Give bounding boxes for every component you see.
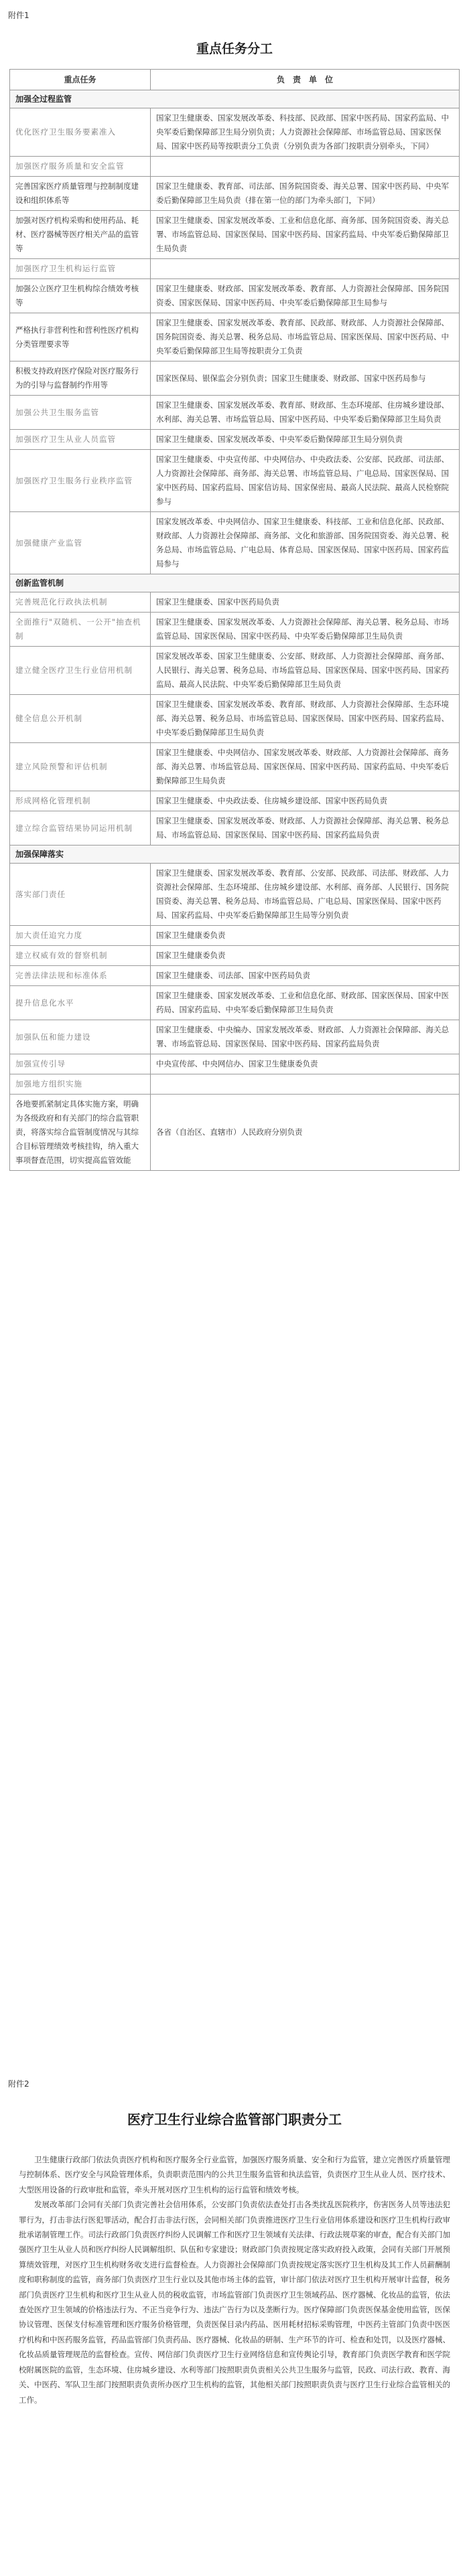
responsible-units-cell: 国家卫生健康委、国家发展改革委、教育部、民政部、财政部、人力资源社会保障部、国务院国资委、海关总署、税务总局、市场监管总局、国家医保局、国家中医药局、中央军委后勤保障部卫生局等按职责分工负责 <box>151 313 460 361</box>
responsible-units-cell: 国家卫生健康委、国家发展改革委、科技部、民政部、国家中医药局、国家药监局、中央军委后勤保障部卫生局分别负责；人力资源社会保障部、市场监管总局、国家医保局、国家中医药局等按职责分工负责（分别负责为各部门按职责分别牵头，下同） <box>151 108 460 157</box>
table-row <box>10 1054 460 1074</box>
task-cell: 完善法律法规和标准体系 <box>10 966 151 986</box>
responsible-units-cell: 中央宣传部、中央网信办、国家卫生健康委负责 <box>151 1054 460 1074</box>
task-cell: 加大责任追究力度 <box>10 926 151 946</box>
table-row <box>10 613 460 647</box>
task-cell: 建立健全医疗卫生行业信用机制 <box>10 647 151 695</box>
table-row <box>10 791 460 811</box>
table-row <box>10 592 460 613</box>
table-row <box>10 986 460 1020</box>
responsible-units-cell: 国家卫生健康委、国家发展改革委、人力资源社会保障部、海关总署、税务总局、市场监管总局、国家医保局、国家中医药局、中央军委后勤保障部卫生局负责 <box>151 613 460 647</box>
responsible-units-cell: 国家卫生健康委负责 <box>151 946 460 966</box>
task-cell: 加强对医疗机构采购和使用药品、耗材、医疗器械等医疗相关产品的监管等 <box>10 211 151 259</box>
section-row <box>10 90 460 108</box>
table-row <box>10 313 460 361</box>
table-row <box>10 1095 460 1171</box>
attachment-1-label: 附件1 <box>8 11 29 20</box>
task-cell: 完善国家医疗质量管理与控制制度建设和组织体系等 <box>10 177 151 211</box>
table-header-row <box>10 70 460 90</box>
responsible-units-cell: 国家医保局、银保监会分别负责；国家卫生健康委、财政部、国家中医药局参与 <box>151 361 460 396</box>
task-cell: 建立权威有效的督察机制 <box>10 946 151 966</box>
section-row <box>10 846 460 864</box>
table-row <box>10 1074 460 1095</box>
responsible-units-cell: 国家卫生健康委、国家发展改革委、教育部、公安部、民政部、司法部、财政部、人力资源社会保障部、生态环境部、住房城乡建设部、水利部、商务部、人民银行、国务院国资委、海关总署、税务总局、市场监管总局、广电总局、国家医保局、国家中医药局、国家药监局、中央军委后勤保障部卫生局等分别负责 <box>151 864 460 926</box>
task-cell: 建立综合监管结果协同运用机制 <box>10 811 151 846</box>
task-cell: 加强宣传引导 <box>10 1054 151 1074</box>
responsible-units-cell: 国家卫生健康委、财政部、国家发展改革委、教育部、人力资源社会保障部、国务院国资委、国家医保局、国家中医药局、中央军委后勤保障部卫生局参与 <box>151 279 460 313</box>
task-cell: 健全信息公开机制 <box>10 695 151 743</box>
table-row <box>10 926 460 946</box>
attachment-1-title: 重点任务分工 <box>196 42 273 56</box>
table-row <box>10 1020 460 1054</box>
responsible-units-cell: 各省（自治区、直辖市）人民政府分别负责 <box>151 1095 460 1171</box>
table-row <box>10 396 460 430</box>
table-row <box>10 450 460 512</box>
task-cell: 提升信息化水平 <box>10 986 151 1020</box>
responsible-units-cell: 国家卫生健康委、国家发展改革委、财政部、人力资源社会保障部、海关总署、税务总局、市场监管总局、国家医保局、国家中医药局、国家药监局负责 <box>151 811 460 846</box>
responsible-units-cell: 国家卫生健康委、中央编办、国家发展改革委、财政部、人力资源社会保障部、海关总署、市场监管总局、国家医保局、国家中医药局、国家药监局负责 <box>151 1020 460 1054</box>
task-cell: 加强健康产业监管 <box>10 512 151 574</box>
responsible-units-cell <box>151 259 460 279</box>
section-title: 创新监管机制 <box>10 574 460 592</box>
task-cell: 加强医疗卫生机构运行监管 <box>10 259 151 279</box>
task-cell: 优化医疗卫生服务要素准入 <box>10 108 151 157</box>
responsible-units-cell: 国家卫生健康委、中央政法委、住房城乡建设部、国家中医药局负责 <box>151 791 460 811</box>
section-title: 加强全过程监管 <box>10 90 460 108</box>
responsible-units-cell: 国家卫生健康委、国家发展改革委、工业和信息化部、财政部、国家医保局、国家中医药局、国家药监局、中央军委后勤保障部卫生局负责 <box>151 986 460 1020</box>
table-row <box>10 108 460 157</box>
table-row <box>10 211 460 259</box>
task-cell: 加强公立医疗卫生机构综合绩效考核等 <box>10 279 151 313</box>
task-cell: 加强地方组织实施 <box>10 1074 151 1095</box>
responsible-units-cell: 国家卫生健康委、中央网信办、国家发展改革委、财政部、人力资源社会保障部、商务部、海关总署、市场监管总局、国家医保局、国家中医药局、国家药监局、中央军委后勤保障部卫生局负责 <box>151 743 460 791</box>
responsible-units-cell: 国家卫生健康委、国家发展改革委、工业和信息化部、商务部、国务院国资委、海关总署、市场监管总局、国家医保局、国家中医药局、国家药监局、中央军委后勤保障部卫生局负责 <box>151 211 460 259</box>
section-row <box>10 574 460 592</box>
responsible-units-cell: 国家卫生健康委、司法部、国家中医药局负责 <box>151 966 460 986</box>
responsible-units-cell: 国家卫生健康委、国家发展改革委、教育部、财政部、生态环境部、住房城乡建设部、水利部、海关总署、市场监管总局、国家中医药局、中央军委后勤保障部卫生局负责 <box>151 396 460 430</box>
table-row <box>10 946 460 966</box>
task-cell: 建立风险预警和评估机制 <box>10 743 151 791</box>
attachment-2-label: 附件2 <box>8 2079 29 2089</box>
task-cell: 落实部门责任 <box>10 864 151 926</box>
responsible-units-cell: 国家卫生健康委、教育部、司法部、国务院国资委、海关总署、国家中医药局、中央军委后勤保障部卫生局负责（排在第一位的部门为牵头部门，下同） <box>151 177 460 211</box>
table-row <box>10 259 460 279</box>
table-row <box>10 647 460 695</box>
duty-division-text <box>19 2152 450 2407</box>
task-cell: 加强医疗服务质量和安全监管 <box>10 157 151 177</box>
responsible-units-cell <box>151 157 460 177</box>
body-paragraph: 发展改革部门会同有关部门负责完善社会信用体系，公安部门负责依法查处打击各类扰乱医院秩序，伤害医务人员等违法犯罪行为，打击非法行医犯罪活动，配合打击非法行医，会同相关部门负责推进医疗卫生行业信用体系建设和医疗卫生机构行政审批承诺制管理工作。司法行政部门负责医疗纠纷人民调解工作和医疗卫生领域有关法律、行政法规草案的审查，配合有关部门加强医疗卫生从业人员和医疗纠纷人民调解组织、队伍和专家建设；财政部门负责按规定落实政府投入政策，会同有关部门开展预算绩效管理，对医疗卫生机构财务收支进行监督检查。人力资源社会保障部门负责按规定落实医疗卫生机构及其工作人员薪酬制度和职称制度的监管，商务部门负责医疗卫生行业以及其他市场主体的监管，审计部门依法对医疗卫生机构开展审计监督，税务部门负责医疗卫生机构和医疗卫生从业人员的税收监管，市场监管部门负责医疗卫生领域药品、医疗器械、化妆品的监管，依法查处医疗卫生领域的价格违法行为、不正当竞争行为、违法广告行为以及垄断行为。医疗保障部门负责医保基金使用监管，医保协议管理、医保支付标准管理和医疗服务价格管理，负责医保目录内药品、医用耗材招标采购管理，中医药主管部门负责中医医疗机构和中医药服务监管，药品监管部门负责药品、医疗器械、化妆品的研制、生产环节的许可、检查和处罚，以及医疗器械、化妆品质量管理规范的监督检查。宣传、网信部门负责医疗卫生行业网络信息和宣传舆论引导，教育部门负责医学教育和医学院校附属医院的监管，生态环境、住房城乡建设、水利等部门按照职责负责相关公共卫生服务与监管，民政、司法行政、教育、海关、中医药、军队卫生部门按照职责负责所办医疗卫生机构的监管，其他相关部门按照职责负责与医疗卫生行业综合监管相关的工作。 <box>19 2200 450 2405</box>
table-row <box>10 430 460 450</box>
task-cell: 加强医疗卫生服务行业秩序监管 <box>10 450 151 512</box>
responsible-units-cell: 国家卫生健康委、中央宣传部、中央网信办、中央政法委、公安部、民政部、司法部、人力资源社会保障部、商务部、海关总署、市场监管总局、广电总局、国家医保局、国家中医药局、国家药监局、国家信访局、国家保密局、最高人民法院、最高人民检察院参与 <box>151 450 460 512</box>
table-row <box>10 361 460 396</box>
responsible-units-cell <box>151 1074 460 1095</box>
task-cell: 形成网格化管理机制 <box>10 791 151 811</box>
body-paragraph: 卫生健康行政部门依法负责医疗机构和医疗服务全行业监管，加强医疗服务质量、安全和行为监管，建立完善医疗质量管理与控制体系、医疗安全与风险管理体系，负责职责范围内的公共卫生服务监管和执法监管，负责医疗卫生从业人员、医疗技术、大型医用设备的行政审批和监管，牵头开展对医疗卫生机构的运行监管和绩效考核。 <box>19 2155 450 2194</box>
task-cell: 加强医疗卫生从业人员监管 <box>10 430 151 450</box>
task-cell: 全面推行"双随机、一公开"抽查机制 <box>10 613 151 647</box>
table-row <box>10 157 460 177</box>
responsible-units-cell: 国家卫生健康委、国家发展改革委、教育部、财政部、人力资源社会保障部、生态环境部、海关总署、税务总局、市场监管总局、国家医保局、国家中医药局、国家药监局、中央军委后勤保障部卫生局负责 <box>151 695 460 743</box>
table-row <box>10 811 460 846</box>
attachment-2-title: 医疗卫生行业综合监管部门职责分工 <box>127 2111 342 2127</box>
task-division-table <box>9 69 460 1171</box>
responsible-units-cell: 国家卫生健康委负责 <box>151 926 460 946</box>
table-row <box>10 966 460 986</box>
task-cell: 积极支持政府医疗保险对医疗服务行为的引导与监督制约作用等 <box>10 361 151 396</box>
section-title: 加强保障落实 <box>10 846 460 864</box>
header-task: 重点任务 <box>10 70 151 90</box>
table-row <box>10 695 460 743</box>
task-cell: 各地要抓紧制定具体实施方案，明确为各级政府和有关部门的综合监管职责，将落实综合监管制度情况与其综合目标管理绩效考核挂钩，纳入重大事项督查范围，切实提高监管效能 <box>10 1095 151 1171</box>
table-row <box>10 279 460 313</box>
table-row <box>10 177 460 211</box>
header-responsible-units: 负 责 单 位 <box>151 70 460 90</box>
table-row <box>10 743 460 791</box>
task-cell: 完善规范化行政执法机制 <box>10 592 151 613</box>
task-cell: 加强队伍和能力建设 <box>10 1020 151 1054</box>
responsible-units-cell: 国家发展改革委、国家卫生健康委、公安部、财政部、人力资源社会保障部、商务部、人民银行、海关总署、税务总局、市场监管总局、国家医保局、国家中医药局、国家药监局、最高人民法院、中央军委后勤保障部卫生局负责 <box>151 647 460 695</box>
responsible-units-cell: 国家卫生健康委、国家发展改革委、中央军委后勤保障部卫生局分别负责 <box>151 430 460 450</box>
table-row <box>10 512 460 574</box>
table-row <box>10 864 460 926</box>
responsible-units-cell: 国家发展改革委、中央网信办、国家卫生健康委、科技部、工业和信息化部、民政部、财政部、人力资源社会保障部、商务部、文化和旅游部、国务院国资委、海关总署、税务总局、市场监管总局、广电总局、体育总局、国家医保局、国家中医药局、国家药监局参与 <box>151 512 460 574</box>
task-cell: 严格执行非营利性和营利性医疗机构分类管理要求等 <box>10 313 151 361</box>
responsible-units-cell: 国家卫生健康委、国家中医药局负责 <box>151 592 460 613</box>
task-cell: 加强公共卫生服务监管 <box>10 396 151 430</box>
